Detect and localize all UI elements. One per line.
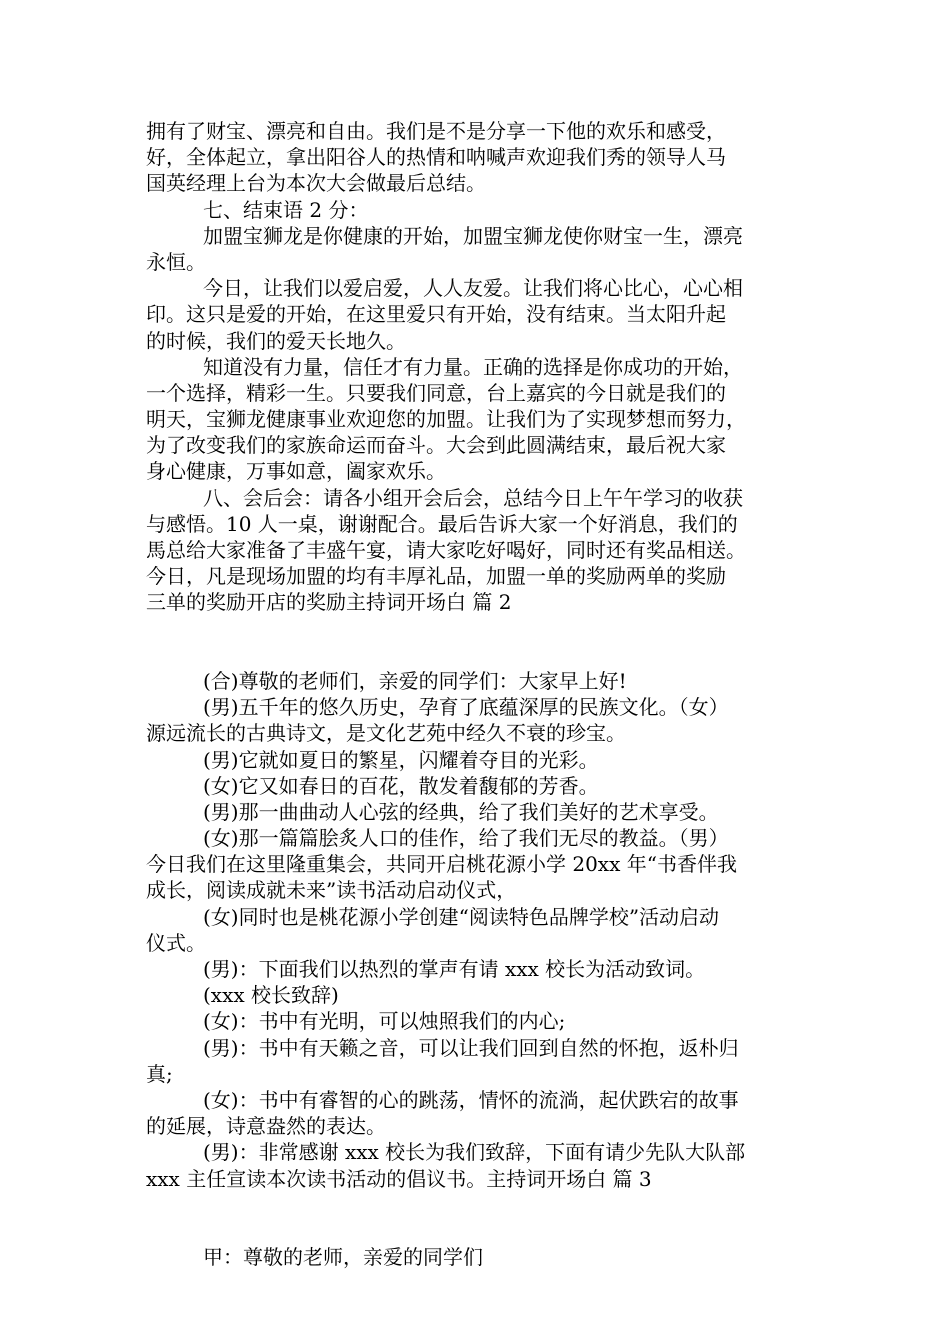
text-line: 明天，宝狮龙健康事业欢迎您的加盟。让我们为了实现梦想而努力， — [146, 407, 746, 432]
text-line: 源远流长的古典诗文，是文化艺苑中经久不衰的珍宝。 — [146, 721, 626, 746]
text-line: 拥有了财宝、漂亮和自由。我们是不是分享一下他的欢乐和感受， — [146, 119, 726, 143]
text-line: 仪式。 — [146, 930, 206, 955]
text-line: (男)那一曲曲动人心弦的经典，给了我们美好的艺术享受。 — [203, 799, 719, 824]
blank-line — [146, 642, 811, 668]
text-line: 好，全体起立，拿出阳谷人的热情和呐喊声欢迎我们秀的领导人马 — [146, 145, 726, 170]
text-line: 身心健康，万事如意，阖家欢乐。 — [146, 459, 446, 484]
text-line: 今日，凡是现场加盟的均有丰厚礼品，加盟一单的奖励两单的奖励 — [146, 564, 726, 589]
document-page — [146, 118, 811, 1270]
text-line: 馬总给大家准备了丰盛午宴，请大家吃好喝好，同时还有奖品相送。 — [146, 538, 746, 562]
text-line: (女)那一篇篇脍炙人口的佳作，给了我们无尽的教益。（男） — [203, 826, 729, 851]
section-1 — [146, 118, 811, 616]
blank-line — [146, 1192, 811, 1218]
text-line: (女)：书中有光明，可以烛照我们的内心; — [203, 1009, 566, 1034]
text-line: 一个选择，精彩一生。只要我们同意，台上嘉宾的今日就是我们的 — [146, 380, 726, 405]
text-line: 成长，阅读成就未来”读书活动启动仪式， — [146, 878, 517, 903]
text-line: 三单的奖励开店的奖励主持词开场白 篇 2 — [146, 590, 512, 615]
section-2 — [146, 668, 811, 1192]
blank-line — [146, 616, 811, 642]
text-line: 的延展，诗意盎然的表达。 — [146, 1114, 386, 1139]
text-line: 永恒。 — [146, 249, 206, 274]
text-line: 八、会后会：请各小组开会后会，总结今日上午午学习的收获 — [203, 485, 743, 510]
blank-line — [146, 1218, 811, 1244]
text-line: (男)它就如夏日的繁星，闪耀着夺目的光彩。 — [203, 747, 599, 772]
text-line: 知道没有力量，信任才有力量。正确的选择是你成功的开始， — [203, 354, 743, 379]
text-line: xxx 主任宣读本次读书活动的倡议书。主持词开场白 篇 3 — [146, 1166, 652, 1191]
text-line: 甲：尊敬的老师，亲爱的同学们 — [203, 1245, 483, 1270]
text-line: 印。这只是爱的开始，在这里爱只有开始，没有结束。当太阳升起 — [146, 302, 726, 327]
text-line: 今日我们在这里隆重集会，共同开启桃花源小学 20xx 年“书香伴我 — [146, 852, 737, 877]
text-line: (合)尊敬的老师们，亲爱的同学们：大家早上好! — [203, 668, 627, 693]
text-line: 加盟宝狮龙是你健康的开始，加盟宝狮龙使你财宝一生，漂亮 — [203, 223, 743, 248]
text-line: (男)五千年的悠久历史，孕育了底蕴深厚的民族文化。（女） — [203, 695, 729, 720]
text-line: (男)：下面我们以热烈的掌声有请 xxx 校长为活动致词。 — [203, 957, 706, 981]
text-line: 七、结束语 2 分： — [203, 197, 369, 222]
text-line: 与感悟。10 人一桌，谢谢配合。最后告诉大家一个好消息，我们的 — [146, 511, 738, 536]
text-line: (xxx 校长致辞) — [203, 983, 339, 1008]
text-line: 为了改变我们的家族命运而奋斗。大会到此圆满结束，最后祝大家 — [146, 433, 726, 458]
text-line: (男)：非常感谢 xxx 校长为我们致辞，下面有请少先队大队部 — [203, 1140, 746, 1165]
text-line: (男)：书中有天籁之音，可以让我们回到自然的怀抱，返朴归 — [203, 1035, 739, 1060]
text-line: (女)：书中有睿智的心的跳荡，情怀的流淌，起伏跌宕的故事 — [203, 1087, 739, 1112]
text-line: 今日，让我们以爱启爱，人人友爱。让我们将心比心，心心相 — [203, 276, 743, 301]
text-line: (女)它又如春日的百花，散发着馥郁的芳香。 — [203, 773, 599, 798]
text-line: 真; — [146, 1061, 173, 1086]
text-line: (女)同时也是桃花源小学创建“阅读特色品牌学校”活动启动 — [203, 904, 720, 929]
text-line: 国英经理上台为本次大会做最后总结。 — [146, 171, 486, 196]
text-line: 的时候，我们的爱天长地久。 — [146, 328, 406, 353]
section-3 — [146, 1244, 811, 1270]
